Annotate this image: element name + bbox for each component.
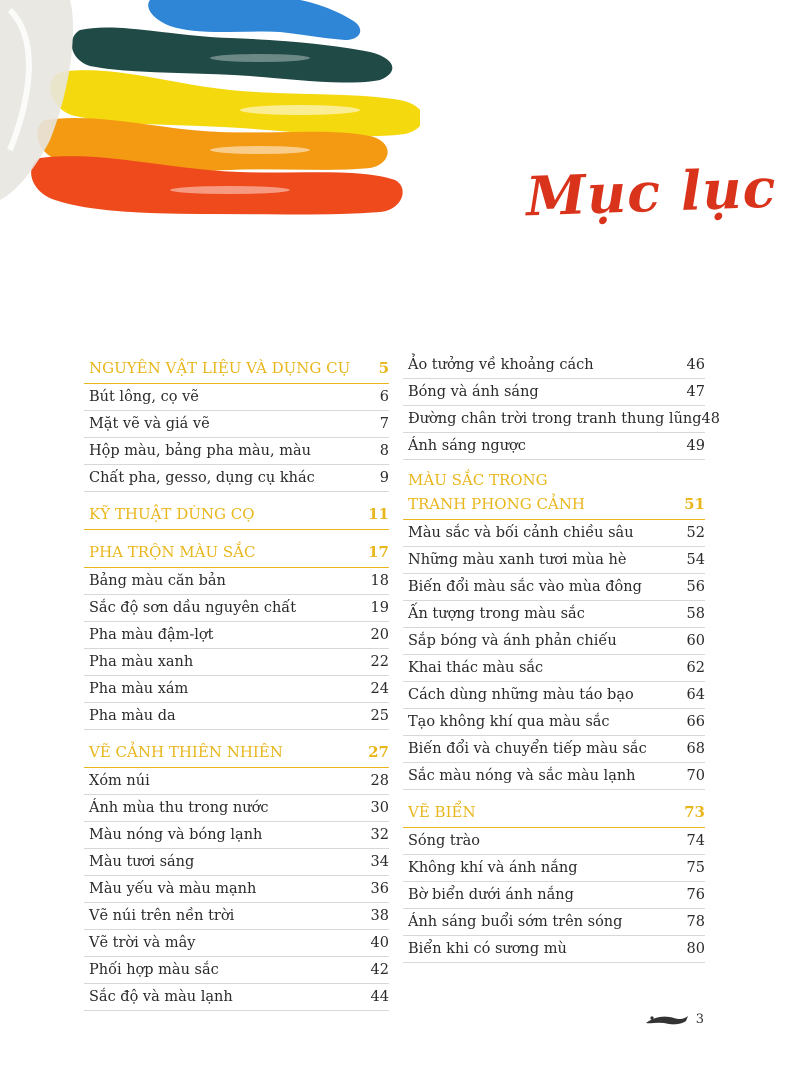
section-title-line: TRANH PHONG CẢNH	[408, 495, 585, 513]
toc-entry-page: 76	[686, 887, 705, 903]
toc-entry[interactable]	[84, 957, 389, 984]
toc-entry-title: Phối hợp màu sắc	[89, 962, 219, 978]
toc-entry-title: Những màu xanh tươi mùa hè	[408, 552, 627, 568]
toc-entry[interactable]	[403, 909, 705, 936]
section-page: 11	[368, 505, 389, 523]
toc-entry[interactable]	[84, 795, 389, 822]
toc-entry[interactable]	[84, 984, 389, 1011]
toc-section-heading[interactable]	[84, 536, 389, 568]
page-number: 3	[695, 1012, 704, 1027]
toc-entry[interactable]	[403, 682, 705, 709]
toc-entry[interactable]	[84, 876, 389, 903]
toc-entry-page: 74	[686, 833, 705, 849]
toc-entry[interactable]	[84, 595, 389, 622]
section-page: 51	[684, 495, 705, 513]
toc-entry-title: Không khí và ánh nắng	[408, 860, 578, 876]
toc-entry[interactable]	[84, 849, 389, 876]
toc-entry[interactable]	[403, 520, 705, 547]
toc-entry-title: Sắc độ sơn dầu nguyên chất	[89, 600, 297, 616]
toc-entry-page: 24	[370, 681, 389, 697]
toc-entry[interactable]	[403, 655, 705, 682]
toc-entry-title: Bóng và ánh sáng	[408, 384, 539, 400]
toc-entry-page: 60	[686, 633, 705, 649]
toc-entry-page: 48	[701, 411, 720, 427]
toc-entry-title: Bờ biển dưới ánh nắng	[408, 887, 574, 903]
toc-section-heading[interactable]	[84, 498, 389, 530]
toc-entry[interactable]	[403, 433, 705, 460]
toc-entry-title: Màu sắc và bối cảnh chiều sâu	[408, 525, 634, 541]
toc-entry[interactable]	[403, 709, 705, 736]
toc-entry-title: Màu tươi sáng	[89, 854, 195, 870]
section-title: VẼ CẢNH THIÊN NHIÊN	[89, 743, 283, 761]
toc-entry-title: Ánh mùa thu trong nước	[89, 800, 269, 816]
toc-entry-page: 40	[370, 935, 389, 951]
toc-entry-title: Sắc màu nóng và sắc màu lạnh	[408, 768, 636, 784]
paint-strokes-illustration	[0, 0, 420, 230]
section-page: 73	[684, 803, 705, 821]
toc-entry-title: Khai thác màu sắc	[408, 660, 544, 676]
toc-entry[interactable]	[403, 352, 705, 379]
toc-entry-title: Pha màu xanh	[89, 654, 194, 670]
page-footer	[644, 1012, 704, 1027]
toc-entry-title: Bảng màu căn bản	[89, 573, 226, 589]
toc-entry-title: Ánh sáng ngược	[408, 438, 526, 454]
toc-entry-page: 9	[379, 470, 389, 486]
toc-entry-page: 62	[686, 660, 705, 676]
toc-entry[interactable]	[403, 763, 705, 790]
page-title: Mục lục	[524, 155, 778, 229]
toc-entry-title: Vẽ núi trên nền trời	[89, 908, 235, 924]
toc-entry[interactable]	[403, 574, 705, 601]
toc-entry-title: Biến đổi màu sắc vào mùa đông	[408, 579, 642, 595]
toc-entry[interactable]	[84, 465, 389, 492]
toc-right-column	[403, 352, 720, 963]
toc-entry[interactable]	[403, 628, 705, 655]
toc-entry-title: Bút lông, cọ vẽ	[89, 389, 199, 405]
toc-entry[interactable]	[84, 438, 389, 465]
toc-entry-page: 54	[686, 552, 705, 568]
toc-entry[interactable]	[84, 676, 389, 703]
toc-entry[interactable]	[84, 768, 389, 795]
toc-section-heading[interactable]	[403, 466, 705, 520]
toc-entry-page: 58	[686, 606, 705, 622]
toc-entry-page: 47	[686, 384, 705, 400]
toc-section-heading[interactable]	[84, 352, 389, 384]
toc-section-heading[interactable]	[84, 736, 389, 768]
toc-entry-page: 18	[370, 573, 389, 589]
toc-entry-title: Màu nóng và bóng lạnh	[89, 827, 263, 843]
toc-entry-page: 34	[370, 854, 389, 870]
toc-entry[interactable]	[403, 882, 705, 909]
section-title	[408, 468, 585, 516]
toc-entry-title: Chất pha, gesso, dụng cụ khác	[89, 470, 315, 486]
toc-entry-title: Ấn tượng trong màu sắc	[408, 606, 585, 622]
toc-entry-page: 46	[686, 357, 705, 373]
toc-entry-title: Sóng trào	[408, 833, 481, 849]
toc-entry-page: 49	[686, 438, 705, 454]
toc-entry-title: Pha màu xám	[89, 681, 189, 697]
toc-entry-title: Sắp bóng và ánh phản chiếu	[408, 633, 617, 649]
toc-entry-title: Tạo không khí qua màu sắc	[408, 714, 610, 730]
toc-entry-title: Xóm núi	[89, 773, 150, 789]
toc-entry-page: 44	[370, 989, 389, 1005]
toc-entry-title: Đường chân trời trong tranh thung lũng	[408, 411, 702, 427]
toc-entry-title: Ánh sáng buổi sớm trên sóng	[408, 914, 623, 930]
toc-entry-page: 32	[370, 827, 389, 843]
toc-entry-page: 19	[370, 600, 389, 616]
toc-entry-page: 28	[370, 773, 389, 789]
toc-entry[interactable]	[84, 384, 389, 411]
section-title: NGUYÊN VẬT LIỆU VÀ DỤNG CỤ	[89, 359, 351, 377]
toc-entry-page: 8	[379, 443, 389, 459]
toc-entry-page: 42	[370, 962, 389, 978]
toc-entry-title: Biển khi có sương mù	[408, 941, 567, 957]
toc-entry[interactable]	[84, 622, 389, 649]
toc-entry-page: 78	[686, 914, 705, 930]
toc-entry[interactable]	[84, 411, 389, 438]
toc-entry-page: 64	[686, 687, 705, 703]
section-title: VẼ BIỂN	[408, 803, 476, 821]
toc-entry[interactable]	[403, 855, 705, 882]
toc-entry-page: 56	[686, 579, 705, 595]
brush-ornament-icon	[644, 1013, 690, 1027]
toc-entry[interactable]	[403, 828, 705, 855]
section-page: 17	[368, 543, 389, 561]
section-title-line: MÀU SẮC TRONG	[408, 471, 548, 489]
toc-entry-page: 22	[370, 654, 389, 670]
toc-entry-page: 75	[686, 860, 705, 876]
toc-entry-page: 25	[370, 708, 389, 724]
toc-entry-page: 36	[370, 881, 389, 897]
toc-entry-title: Biến đổi và chuyển tiếp màu sắc	[408, 741, 647, 757]
toc-entry-title: Mặt vẽ và giá vẽ	[89, 416, 210, 432]
toc-entry-page: 52	[686, 525, 705, 541]
toc-entry[interactable]	[84, 568, 389, 595]
toc-entry-page: 7	[379, 416, 389, 432]
toc-entry-page: 68	[686, 741, 705, 757]
section-page: 5	[378, 359, 389, 377]
toc-entry-title: Cách dùng những màu táo bạo	[408, 687, 634, 703]
toc-entry-page: 30	[370, 800, 389, 816]
toc-entry[interactable]	[84, 703, 389, 730]
toc-entry-title: Ảo tưởng về khoảng cách	[408, 357, 594, 373]
toc-entry-page: 20	[370, 627, 389, 643]
toc-entry[interactable]	[403, 736, 705, 763]
toc-entry-title: Màu yếu và màu mạnh	[89, 881, 257, 897]
toc-entry-title: Pha màu da	[89, 708, 176, 724]
toc-section-heading[interactable]	[403, 796, 705, 828]
toc-entry-title: Sắc độ và màu lạnh	[89, 989, 233, 1005]
toc-entry-title: Hộp màu, bảng pha màu, màu	[89, 443, 311, 459]
toc-entry[interactable]	[403, 936, 705, 963]
section-title: KỸ THUẬT DÙNG CỌ	[89, 505, 255, 523]
toc-entry-page: 66	[686, 714, 705, 730]
section-title: PHA TRỘN MÀU SẮC	[89, 543, 256, 561]
toc-entry[interactable]	[84, 930, 389, 957]
toc-entry[interactable]	[403, 601, 705, 628]
toc-left-column	[84, 352, 389, 1011]
toc-entry-page: 6	[379, 389, 389, 405]
toc-entry[interactable]	[403, 406, 720, 433]
toc-entry-title: Pha màu đậm-lợt	[89, 627, 214, 643]
toc-entry-title: Vẽ trời và mây	[89, 935, 196, 951]
toc-entry[interactable]	[84, 822, 389, 849]
toc-entry[interactable]	[84, 903, 389, 930]
toc-entry-page: 80	[686, 941, 705, 957]
toc-entry[interactable]	[403, 547, 705, 574]
toc-entry-page: 38	[370, 908, 389, 924]
toc-entry-page: 70	[686, 768, 705, 784]
toc-entry[interactable]	[403, 379, 705, 406]
section-page: 27	[368, 743, 389, 761]
toc-entry[interactable]	[84, 649, 389, 676]
